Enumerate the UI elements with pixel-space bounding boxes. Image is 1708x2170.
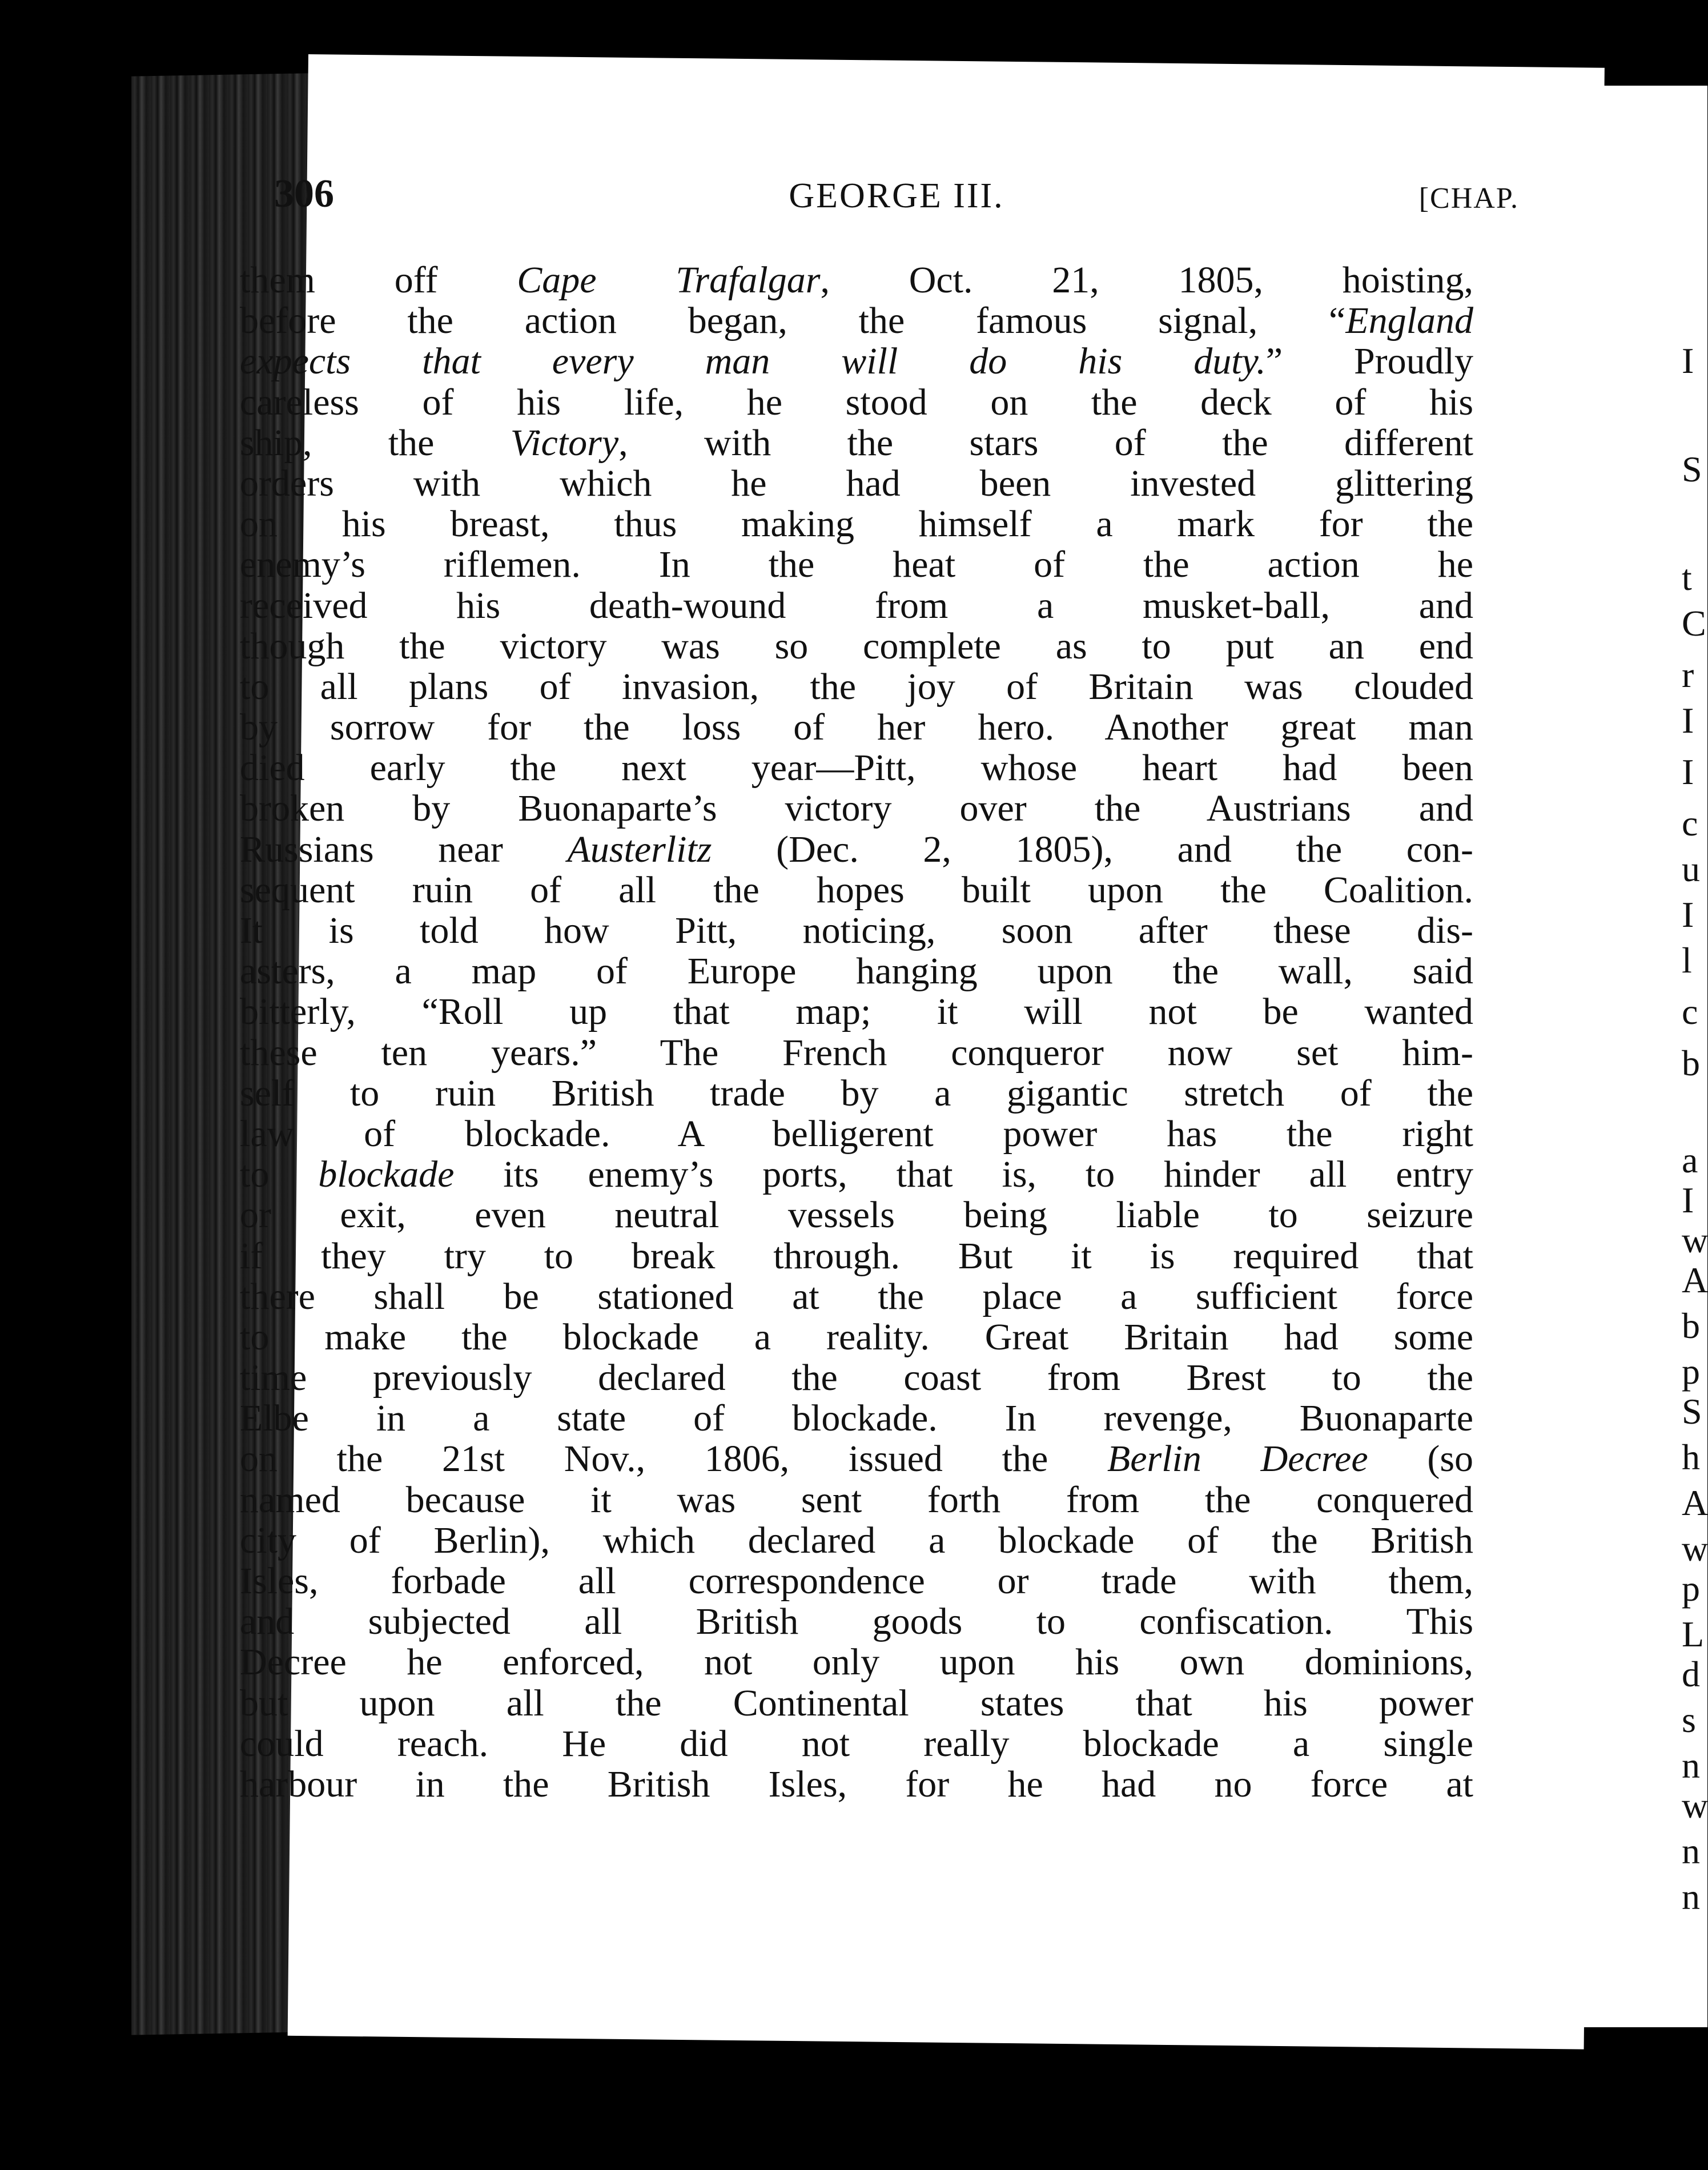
text-run: ship, the	[240, 421, 511, 464]
facing-page-letter: h	[1682, 1437, 1700, 1477]
text-run: on his breast, thus making himself a mark for the	[240, 503, 1473, 545]
text-run: , Oct. 21, 1805, hoisting,	[820, 259, 1473, 301]
text-run: blockade	[318, 1154, 455, 1196]
facing-page-letter: d	[1682, 1654, 1700, 1694]
text-line	[240, 1154, 1473, 1195]
text-line	[240, 1357, 1473, 1398]
text-run: Victory	[510, 421, 619, 464]
text-run: Cape Trafalgar	[517, 259, 821, 301]
facing-page-letter: w	[1682, 1785, 1708, 1826]
text-line	[240, 910, 1473, 951]
text-run: to all plans of invasion, the joy of Britain was clouded	[240, 665, 1473, 708]
text-run: Russians near	[240, 828, 568, 870]
facing-page-letter: I	[1682, 1180, 1694, 1220]
facing-page-letter: c	[1682, 803, 1698, 843]
text-line	[240, 1723, 1473, 1764]
text-run: its enemy’s ports, that is, to hinder all entry	[454, 1154, 1473, 1196]
text-run: careless of his life, he stood on the deck of his	[240, 381, 1473, 423]
text-run: city of Berlin), which declared a blockade of the British	[240, 1519, 1473, 1561]
text-line	[240, 829, 1473, 870]
text-line	[240, 423, 1473, 463]
facing-page-letter: L	[1682, 1614, 1705, 1654]
text-run: named because it was sent forth from the conquered	[240, 1478, 1473, 1521]
text-run: but upon all the Continental states that his power	[240, 1682, 1473, 1724]
text-run: expects that every man will do his duty.	[240, 340, 1266, 383]
facing-page-letter: c	[1682, 991, 1698, 1032]
text-run: by sorrow for the loss of her hero. Another great man	[240, 706, 1473, 749]
text-run: sequent ruin of all the hopes built upon the Coalition.	[240, 869, 1473, 911]
text-run: (so	[1368, 1438, 1473, 1480]
facing-page-letter: I	[1682, 894, 1694, 935]
text-line	[240, 463, 1473, 504]
text-run: , with the stars of the different	[618, 421, 1474, 464]
text-run: died early the next year—Pitt, whose heart had been	[240, 747, 1473, 789]
text-run: if they try to break through. But it is required that	[240, 1235, 1473, 1277]
text-run: these ten years.” The French conqueror now set him-	[240, 1031, 1473, 1074]
facing-page-letter: w	[1682, 1528, 1708, 1569]
text-run: to	[240, 1154, 319, 1196]
text-run: could reach. He did not really blockade a single	[240, 1722, 1473, 1765]
text-run: to make the blockade a reality. Great Britain had some	[240, 1316, 1473, 1358]
text-run: Austerlitz	[567, 828, 712, 870]
text-line	[240, 626, 1473, 666]
body-text	[240, 260, 1473, 1805]
facing-page-letter: s	[1682, 1699, 1696, 1740]
text-line	[240, 1398, 1473, 1438]
text-run: enemy’s riflemen. In the heat of the action he	[240, 544, 1473, 586]
page-number: 306	[274, 172, 334, 216]
text-line	[240, 504, 1473, 544]
text-line	[240, 951, 1473, 991]
text-line	[240, 1561, 1473, 1601]
text-run: ” Proudly	[1265, 340, 1474, 383]
chapter-mark: [CHAP.	[1418, 182, 1519, 215]
facing-page-letter: S	[1682, 449, 1702, 489]
text-line	[240, 1480, 1473, 1520]
text-line	[240, 991, 1473, 1032]
facing-page-letter: S	[1682, 1391, 1702, 1432]
text-line	[240, 1276, 1473, 1317]
text-run: harbour in the British Isles, for he had no force at	[240, 1763, 1473, 1805]
text-line	[240, 1601, 1473, 1642]
facing-page-letter: u	[1682, 849, 1700, 889]
text-run: asters, a map of Europe hanging upon the wall, said	[240, 950, 1473, 992]
text-run: orders with which he had been invested glittering	[240, 462, 1473, 504]
facing-page-letter: I	[1682, 340, 1694, 381]
text-run: Elbe in a state of blockade. In revenge, Buonaparte	[240, 1397, 1473, 1440]
text-run: England	[1345, 300, 1473, 342]
text-run: there shall be stationed at the place a sufficient force	[240, 1275, 1473, 1317]
text-run: self to ruin British trade by a gigantic stretch of the	[240, 1072, 1473, 1114]
text-line	[240, 585, 1473, 626]
facing-page-letter: C	[1682, 603, 1706, 644]
text-line	[240, 1073, 1473, 1114]
text-run: law of blockade. A belligerent power has the right	[240, 1112, 1473, 1155]
text-line	[240, 382, 1473, 423]
text-run: Berlin Decree	[1107, 1438, 1368, 1480]
text-line	[240, 1114, 1473, 1154]
text-run: It is told how Pitt, noticing, soon after these dis-	[240, 910, 1473, 951]
facing-page-letter: a	[1682, 1140, 1698, 1180]
text-line	[240, 1236, 1473, 1276]
text-line	[240, 1317, 1473, 1357]
facing-page-letter: A	[1682, 1260, 1708, 1300]
text-run: Isles, forbade all correspondence or trade with them,	[240, 1560, 1473, 1602]
facing-page-letter: A	[1682, 1482, 1708, 1523]
facing-page-letter: l	[1682, 940, 1692, 980]
text-line	[240, 666, 1473, 707]
text-line	[240, 300, 1473, 341]
text-run: Decree he enforced, not only upon his own dominions,	[240, 1641, 1473, 1683]
facing-page-letter: b	[1682, 1305, 1700, 1346]
text-line	[240, 260, 1473, 300]
facing-page-letter: n	[1682, 1831, 1700, 1871]
text-run: them off	[240, 259, 517, 301]
facing-page-letter: n	[1682, 1876, 1700, 1917]
text-run: before the action began, the famous signal, “	[240, 300, 1346, 342]
text-line	[240, 870, 1473, 910]
text-line	[240, 1195, 1473, 1235]
text-line	[240, 707, 1473, 748]
facing-page-letter: t	[1682, 557, 1692, 598]
facing-page-letter: I	[1682, 752, 1694, 792]
text-run: though the victory was so complete as to put an end	[240, 625, 1473, 667]
text-run: bitterly, “Roll up that map; it will not be wanted	[240, 991, 1473, 1033]
facing-page-letter: w	[1682, 1220, 1708, 1260]
text-run: (Dec. 2, 1805), and the con-	[712, 828, 1474, 870]
facing-page-letter: p	[1682, 1568, 1700, 1609]
facing-page-letter: b	[1682, 1043, 1700, 1083]
page-header	[274, 171, 1519, 234]
text-run: time previously declared the coast from Brest to the	[240, 1357, 1473, 1399]
text-line	[240, 788, 1473, 829]
facing-page-letter: I	[1682, 700, 1694, 741]
text-line	[240, 1642, 1473, 1682]
running-head: GEORGE III.	[789, 176, 1004, 215]
text-run: received his death-wound from a musket-ball, and	[240, 584, 1473, 626]
text-line	[240, 1438, 1473, 1479]
text-run: on the 21st Nov., 1806, issued the	[240, 1438, 1107, 1480]
text-run: and subjected all British goods to confiscation. This	[240, 1601, 1473, 1643]
text-line	[240, 1520, 1473, 1561]
facing-page-letter: p	[1682, 1351, 1700, 1392]
text-run: or exit, even neutral vessels being liable to seizure	[240, 1194, 1473, 1236]
text-line	[240, 1032, 1473, 1073]
facing-page-letter: r	[1682, 654, 1694, 695]
facing-page-letter: n	[1682, 1745, 1700, 1786]
text-run: broken by Buonaparte’s victory over the Austrians and	[240, 787, 1473, 830]
text-line	[240, 1764, 1473, 1805]
text-line	[240, 748, 1473, 788]
text-line	[240, 1683, 1473, 1723]
text-line	[240, 544, 1473, 585]
text-line	[240, 341, 1473, 381]
